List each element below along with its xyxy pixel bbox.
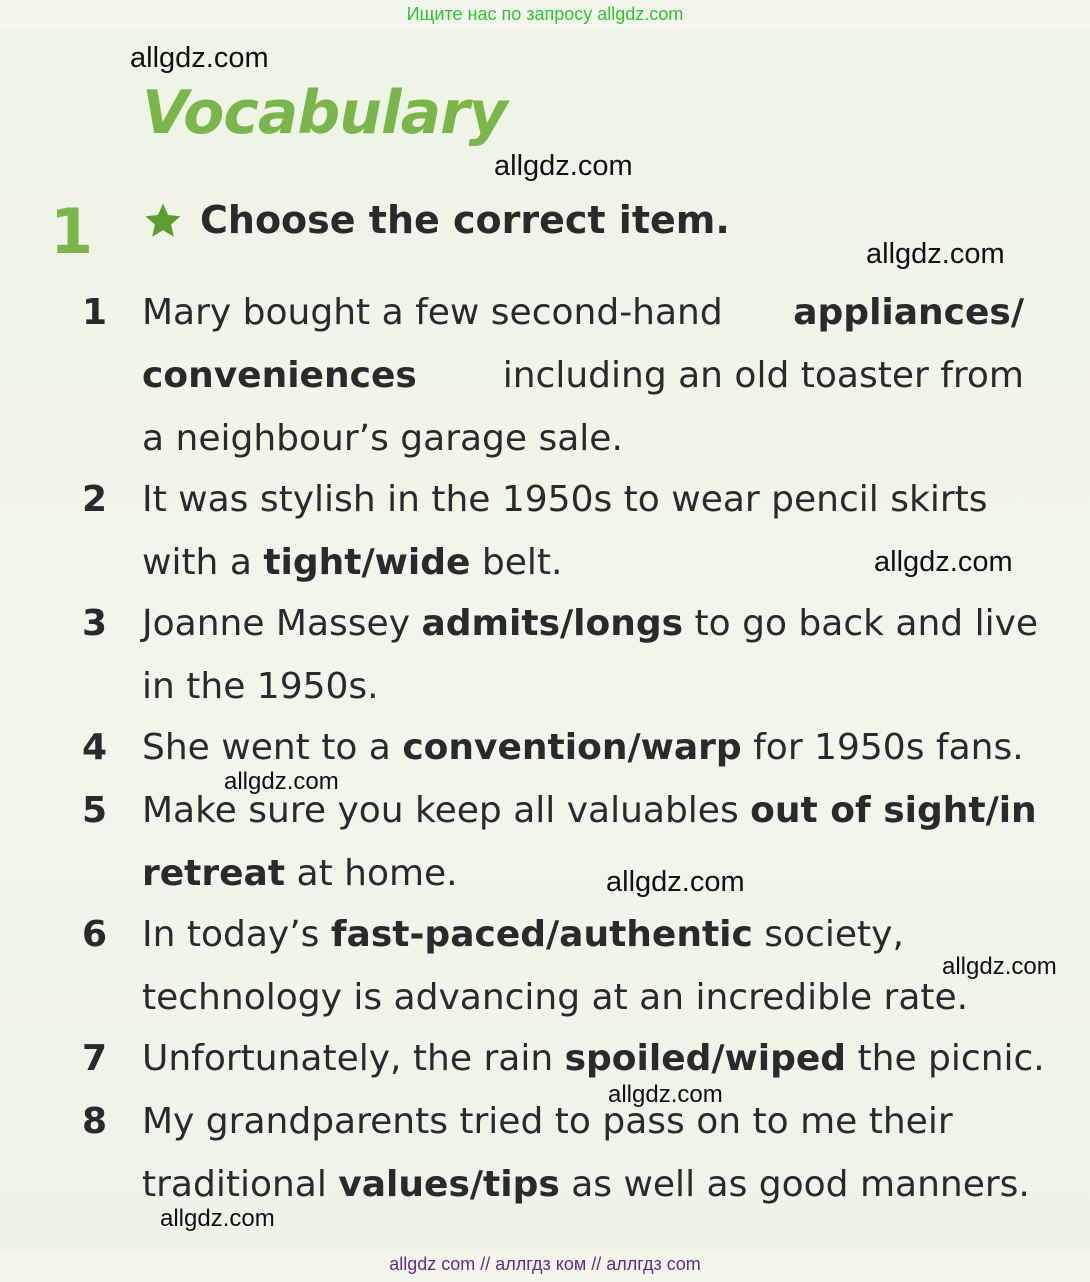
item-line	[142, 416, 1024, 462]
footer-links[interactable]: allgdz com // аллгдз ком // аллгдз com	[389, 1254, 701, 1274]
watermark: allgdz.com	[494, 150, 633, 182]
line-text: society,	[752, 914, 904, 955]
line-text: Unfortunately, the rain	[142, 1038, 565, 1079]
item-line	[142, 851, 1024, 897]
answer-options: admits/longs	[421, 603, 684, 644]
watermark: allgdz.com	[866, 238, 1005, 270]
item-line	[142, 725, 1024, 771]
line-text: My grandparents tried to pass on to me their	[142, 1101, 953, 1142]
item-line	[142, 912, 1024, 958]
line-text: in the 1950s.	[142, 666, 379, 707]
star-icon	[142, 200, 184, 242]
item-number: 6	[82, 914, 108, 955]
watermark: allgdz.com	[606, 866, 745, 898]
line-text: Joanne Massey	[142, 603, 422, 644]
item-line	[142, 1099, 1024, 1145]
top-banner[interactable]: Ищите нас по запросу allgdz.com	[406, 4, 684, 24]
watermark: allgdz.com	[160, 1205, 275, 1232]
watermark: allgdz.com	[130, 42, 269, 74]
line-text: the picnic.	[846, 1038, 1045, 1079]
item-number: 7	[82, 1038, 108, 1079]
item-number: 5	[82, 790, 108, 831]
line-text: It was stylish in the 1950s to wear pencil skirts	[142, 479, 988, 520]
line-text: including an old toaster from	[502, 355, 1024, 396]
watermark: allgdz.com	[224, 768, 339, 795]
line-text: She went to a	[142, 727, 403, 768]
answer-options: fast-paced/authentic	[330, 914, 753, 955]
item-line	[142, 353, 1024, 399]
item-line	[142, 1162, 1030, 1208]
exercise-number: 1	[50, 195, 94, 268]
answer-options: retreat	[142, 853, 286, 894]
answer-options: appliances/	[793, 292, 1024, 333]
watermark: allgdz.com	[608, 1081, 723, 1108]
watermark: allgdz.com	[874, 546, 1013, 578]
answer-options: values/tips	[338, 1164, 560, 1205]
section-title: Vocabulary	[142, 78, 507, 148]
item-number: 1	[82, 292, 108, 333]
item-number: 2	[82, 479, 108, 520]
line-text: with a	[142, 542, 264, 583]
exercise-instruction: Choose the correct item.	[200, 198, 730, 242]
line-text: a neighbour’s garage sale.	[142, 418, 623, 459]
item-line	[142, 975, 1024, 1021]
line-text: for 1950s fans.	[741, 727, 1024, 768]
line-text: as well as good manners.	[559, 1164, 1030, 1205]
line-text: traditional	[142, 1164, 339, 1205]
item-number: 8	[82, 1101, 108, 1142]
item-number: 3	[82, 603, 108, 644]
item-line	[142, 601, 1039, 647]
answer-options: convention/warp	[402, 727, 742, 768]
line-text: belt.	[470, 542, 563, 583]
item-line	[142, 477, 1024, 523]
item-number: 4	[82, 727, 108, 768]
answer-options: out of sight/in	[750, 790, 1037, 831]
line-text: In today’s	[142, 914, 331, 955]
line-text: technology is advancing at an incredible rate.	[142, 977, 969, 1018]
watermark: allgdz.com	[942, 953, 1057, 980]
line-text: at home.	[285, 853, 458, 894]
answer-options: tight/wide	[263, 542, 471, 583]
line-text: Make sure you keep all valuables	[142, 790, 751, 831]
item-line	[142, 290, 1024, 336]
item-line	[142, 664, 1024, 710]
item-line	[142, 1036, 1045, 1082]
answer-options: conveniences	[142, 355, 417, 396]
line-text: to go back and live	[683, 603, 1039, 644]
line-text: Mary bought a few second-hand	[142, 292, 723, 333]
answer-options: spoiled/wiped	[564, 1038, 847, 1079]
